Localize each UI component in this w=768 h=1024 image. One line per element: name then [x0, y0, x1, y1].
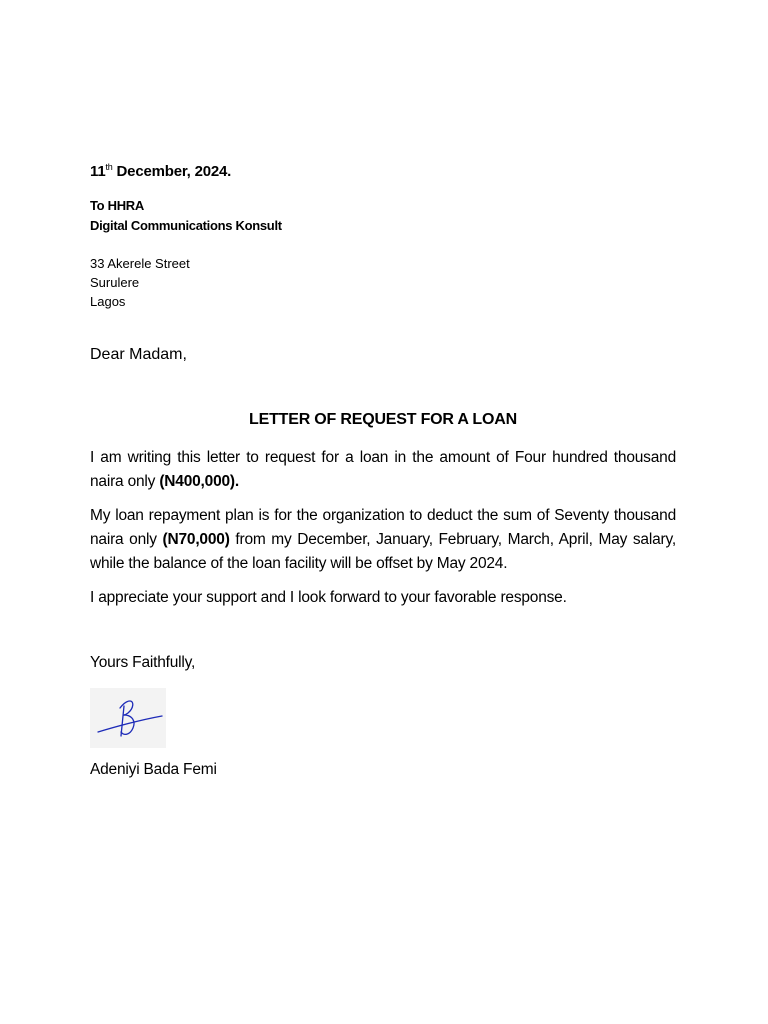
address-district: Surulere — [90, 275, 140, 290]
signature-scribble-icon — [90, 688, 166, 748]
paragraph-text: My loan repayment plan is for the organization to deduct the sum of Seventy thousand naira only — [90, 507, 676, 548]
paragraph-appreciation: I appreciate your support and I look forward to your favorable response. — [90, 589, 567, 606]
salutation: Dear Madam, — [90, 346, 187, 363]
date-day: 11 — [90, 163, 106, 180]
date-month-year: December, 2024. — [112, 163, 232, 180]
closing-phrase: Yours Faithfully, — [90, 654, 196, 671]
recipient-block — [90, 196, 282, 236]
signer-name: Adeniyi Bada Femi — [90, 761, 217, 778]
paragraph-text: from my December, January, February, March, April, May salary, while the balance of the loan facility will be offset by May 2024. — [90, 531, 676, 572]
loan-amount: (N400,000). — [159, 473, 239, 490]
paragraph-loan-request — [90, 446, 676, 494]
address-city: Lagos — [90, 294, 126, 309]
date-ordinal-suffix: th — [105, 162, 113, 172]
signature-image — [90, 688, 166, 748]
recipient-organization: Digital Communications Konsult — [90, 218, 282, 233]
monthly-deduction-amount: (N70,000) — [162, 531, 230, 548]
paragraph-text: I am writing this letter to request for a loan in the amount of Four hundred thousand naira only — [90, 449, 676, 490]
letter-subject: LETTER OF REQUEST FOR A LOAN — [249, 411, 517, 428]
paragraph-repayment-plan — [90, 504, 676, 576]
address-block — [90, 254, 190, 311]
address-street: 33 Akerele Street — [90, 256, 190, 271]
letter-date — [90, 163, 231, 180]
recipient-name: To HHRA — [90, 198, 144, 213]
